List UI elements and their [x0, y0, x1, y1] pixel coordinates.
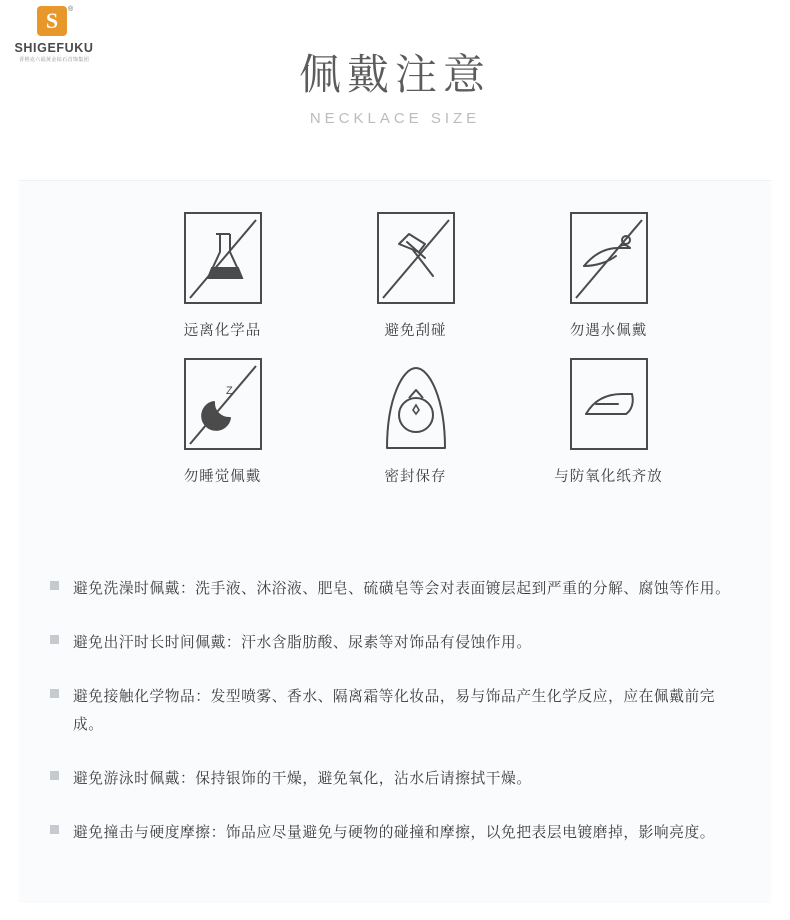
care-item-sleep	[126, 358, 319, 486]
note-text: 避免接触化学物品：发型喷雾、香水、隔离霜等化妆品，易与饰品产生化学反应，应在佩戴前完成。	[73, 689, 716, 733]
care-caption: 避免刮碰	[384, 323, 447, 339]
care-item-antioxidation-paper	[512, 358, 705, 486]
page-title: 佩戴注意	[298, 51, 491, 98]
no-sleep-wear-icon	[184, 358, 262, 450]
bullet-icon	[50, 689, 59, 698]
svg-text:Z: Z	[225, 385, 233, 397]
bullet-icon	[50, 771, 59, 780]
list-item	[50, 765, 740, 793]
care-caption: 与防氧化纸齐放	[554, 469, 663, 485]
care-caption: 密封保存	[384, 469, 447, 485]
bullet-icon	[50, 825, 59, 834]
registered-trademark-icon: ®	[68, 6, 74, 13]
care-item-chemicals	[126, 212, 319, 340]
no-water-hand-icon	[570, 212, 648, 304]
care-caption: 勿遇水佩戴	[569, 323, 648, 339]
bullet-icon	[50, 635, 59, 644]
hammer-no-scratch-icon	[377, 212, 455, 304]
list-item	[50, 575, 740, 603]
care-item-sealed	[319, 358, 512, 486]
logo-letter-s: S	[37, 6, 67, 36]
care-item-scratch	[319, 212, 512, 340]
note-text: 避免撞击与硬度摩擦：饰品应尽量避免与硬物的碰撞和摩擦，以免把表层电镀磨掉，影响亮度。	[73, 825, 716, 841]
care-item-water	[512, 212, 705, 340]
sealed-storage-icon	[377, 358, 455, 450]
note-text: 避免洗澡时佩戴：洗手液、沐浴液、肥皂、硫磺皂等会对表面镀层起到严重的分解、腐蚀等作用。	[73, 581, 731, 597]
note-text: 避免游泳时佩戴：保持银饰的干燥，避免氧化，沾水后请擦拭干燥。	[73, 771, 532, 787]
care-caption: 勿睡觉佩戴	[183, 469, 262, 485]
brand-tagline: 香格克六福黄金钻石首饰集团	[18, 57, 90, 63]
care-notes-list	[50, 575, 740, 873]
page-title-block	[0, 48, 790, 127]
chemical-flask-icon	[184, 212, 262, 304]
list-item	[50, 629, 740, 657]
anti-oxidation-paper-icon	[570, 358, 648, 450]
list-item	[50, 683, 740, 739]
care-icon-grid	[19, 212, 771, 504]
list-item	[50, 819, 740, 847]
note-text: 避免出汗时长时间佩戴：汗水含脂肪酸、尿素等对饰品有侵蚀作用。	[73, 635, 532, 651]
bullet-icon	[50, 581, 59, 590]
page-subtitle: NECKLACE SIZE	[309, 110, 481, 127]
logo-mark	[37, 6, 74, 40]
care-caption: 远离化学品	[183, 323, 262, 339]
brand-name: SHIGEFUKU	[14, 41, 94, 55]
